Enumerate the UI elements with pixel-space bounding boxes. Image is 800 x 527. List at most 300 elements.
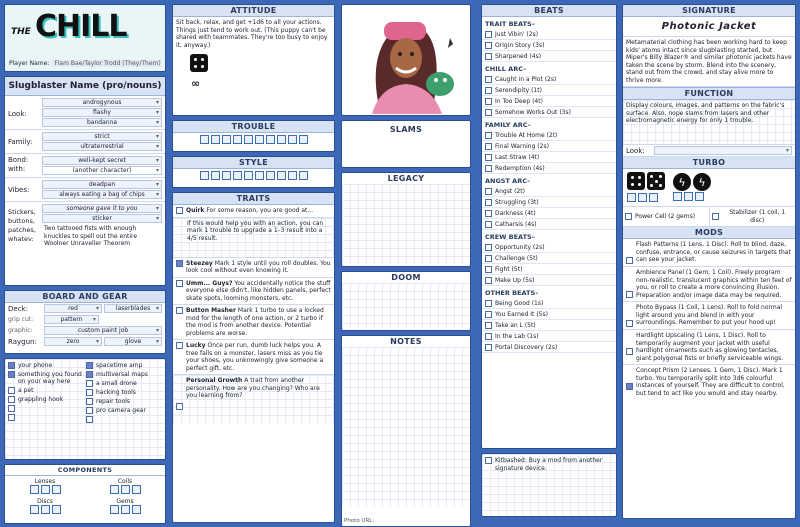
portrait-column [341,4,471,523]
beat-label: Make Up (5s) [495,276,535,284]
coil-box[interactable] [121,485,130,494]
trait-checkbox[interactable] [176,207,183,214]
beat-checkbox[interactable] [485,31,492,38]
beats-column [481,4,617,523]
deck-row [5,303,165,314]
style-box[interactable] [233,171,242,180]
gear-checkbox[interactable] [86,416,93,423]
beat-label: Darkness (4t) [495,209,536,217]
beat-checkbox[interactable] [485,154,492,161]
die-icon [190,54,208,72]
turbo-box[interactable] [638,193,647,202]
signature-device-name: Photonic Jacket [623,17,795,37]
beats-panel [481,4,617,449]
gear-label: multiversal maps [96,371,148,378]
family-select-2[interactable]: ultraterrestrial ▾ [42,142,162,151]
beat-label: Sharpened (4s) [495,52,542,60]
deck-type-select[interactable]: laserblades ▾ [104,304,162,313]
style-box[interactable] [200,171,209,180]
gear-checkbox[interactable] [8,396,15,403]
beat-group-title: OTHER BEATS– [485,289,539,297]
gear-right-list [86,362,162,456]
slugblaster-name-input[interactable]: Slugblaster Name (pro/nouns) [5,77,165,96]
title-block [4,4,166,72]
beat-item[interactable] [482,141,616,152]
gear-item[interactable] [86,362,162,369]
turbo-box[interactable] [684,192,693,201]
beat-label: Catharsis (4s) [495,220,537,228]
trait-checkbox[interactable] [176,307,183,314]
function-header: FUNCTION [623,87,795,100]
look-label: Look: [8,110,27,118]
beat-checkbox[interactable] [485,76,492,83]
beat-item[interactable] [482,96,616,107]
beat-item[interactable] [482,320,616,331]
beat-label: Fight (5t) [495,265,523,273]
gear-checkbox[interactable] [8,405,15,412]
style-box[interactable] [299,171,308,180]
gear-label: your phone [18,362,53,369]
beat-label: Last Straw (4t) [495,153,540,161]
vibes-select-1[interactable]: deadpan ▾ [42,180,162,189]
gear-checkbox[interactable] [8,414,15,421]
beat-checkbox[interactable] [485,98,492,105]
gear-checkbox[interactable] [86,407,93,414]
beat-checkbox[interactable] [485,188,492,195]
legacy-panel [341,172,471,267]
beat-item[interactable] [482,74,616,85]
board-gear-header: BOARD AND GEAR [5,291,165,303]
look-select-3[interactable]: bandanna ▾ [42,118,162,127]
gem-box[interactable] [132,505,141,514]
disc-box[interactable] [41,505,50,514]
gear-checkbox[interactable] [8,387,15,394]
style-panel [172,156,335,188]
trait-checkbox[interactable] [176,342,183,349]
mod-checkbox[interactable] [626,383,633,390]
lightning-icon: ϟ [673,173,691,191]
beat-checkbox[interactable] [485,42,492,49]
trait-lucky[interactable] [173,340,334,375]
coils-label: Coils [117,478,133,485]
die-icon [627,172,645,190]
beat-label: Redemption (4s) [495,164,545,172]
trouble-box[interactable] [266,135,275,144]
deck-label: Deck: [8,304,28,313]
gear-checkbox[interactable] [86,380,93,387]
traits-header: TRAITS [173,193,334,205]
legacy-header: LEGACY [342,173,470,184]
grip-row [5,314,165,325]
gear-checkbox[interactable] [86,398,93,405]
stickers-select-1[interactable]: someone gave it to you ▾ [42,204,162,213]
trait-checkbox[interactable] [176,403,183,410]
mod-photo-bypass[interactable] [623,302,795,330]
mod-hardlight-upscaling[interactable] [623,330,795,365]
gem-box[interactable] [110,505,119,514]
raygun-type-select[interactable]: zero ▾ [44,337,102,346]
gear-label: pro camera gear [96,407,146,414]
gear-checkbox[interactable] [8,371,15,378]
disc-box[interactable] [30,505,39,514]
trait-checkbox[interactable] [176,260,183,267]
gear-item[interactable] [8,387,84,394]
grip-label: grip cut: [8,316,34,323]
beat-checkbox[interactable] [485,266,492,273]
stickers-select-2[interactable]: sticker ▾ [42,214,162,223]
beat-item[interactable] [482,298,616,309]
beat-item[interactable] [482,331,616,342]
beat-group-title: CREW BEATS– [485,233,535,241]
beat-item[interactable] [482,130,616,141]
style-box[interactable] [222,171,231,180]
beat-label: In the Lab (1s) [495,332,539,340]
coil-box[interactable] [110,485,119,494]
gear-checkbox[interactable] [86,389,93,396]
components-panel [4,464,166,524]
doom-panel [341,271,471,331]
lens-box[interactable] [41,485,50,494]
gear-item[interactable] [8,362,84,369]
style-box[interactable] [211,171,220,180]
vibes-row [5,178,165,202]
style-box[interactable] [266,171,275,180]
beat-item[interactable] [482,309,616,320]
trouble-box[interactable] [288,135,297,144]
turbo-box[interactable] [649,193,658,202]
stickers-text[interactable]: Two tattooed fists with enough knuckles to spell out the entire Woolner Unraveller Theorem [44,225,138,247]
style-header: STYLE [173,157,334,169]
beat-group-title: CHILL ARC– [485,65,527,73]
beat-item[interactable] [482,197,616,208]
gear-item[interactable] [86,371,162,378]
trouble-box[interactable] [244,135,253,144]
beat-item[interactable] [482,275,616,286]
gear-item[interactable] [8,414,84,421]
kitbashed-panel [481,453,617,517]
device-look-select[interactable] [654,146,792,155]
title-prefix: THE [11,27,31,37]
beat-label: Somehow Works Out (3s) [495,108,571,116]
power-cell-upgrade[interactable] [623,207,710,226]
beat-item[interactable] [482,40,616,51]
gear-left-list [8,362,84,456]
beat-item[interactable] [482,208,616,219]
gear-label: grappling hook [18,396,64,403]
family-select-1[interactable]: strict ▾ [42,132,162,141]
signature-header: SIGNATURE [623,5,795,17]
trait-name: Steezey [186,259,213,267]
trait-quirk[interactable] [173,205,334,218]
beat-checkbox[interactable] [485,333,492,340]
device-look-row [623,144,795,157]
mod-concept-prism[interactable] [623,365,795,399]
beat-checkbox[interactable] [485,277,492,284]
mod-checkbox[interactable] [626,348,633,355]
gems-label: Gems [116,498,134,505]
beat-item[interactable] [482,85,616,96]
gear-label: something you found on your way here [18,371,82,385]
gear-item[interactable] [86,407,162,414]
family-row [5,130,165,154]
trait-text: A trait from another personality. How are you changing? Who are you learning from? [186,377,320,399]
beat-group-title: FAMILY ARC– [485,121,531,129]
device-look-label: Look: [626,146,645,155]
grip-select[interactable]: pattern ▾ [44,315,99,324]
trait-text: Mark 1 style until you roll doubles. You look cool without even knowing it. [186,259,331,274]
portrait-image [350,6,462,114]
beat-item[interactable] [482,51,616,62]
beat-label: You Earned It (5s) [495,310,548,318]
beat-item[interactable] [482,253,616,264]
mod-text: Concept Prism (2 Lenses, 1 Gem, 1 Disc). Mark 1 turbo. You temporarily split into 3d6 colourful instances of yourself. They are difficult to control, but tend to act like you would and stay nearby. [636,367,785,397]
beat-item[interactable] [482,342,616,353]
look-select-1[interactable]: androgynous ▾ [42,98,162,107]
bond-row [5,154,165,178]
trait-steezey[interactable] [173,258,334,278]
turbo-header: TURBO [623,157,795,169]
trouble-header: TROUBLE [173,121,334,133]
beat-label: Being Good (1s) [495,299,544,307]
mod-flash-patterns[interactable] [623,239,795,267]
deck-color-select[interactable]: red ▾ [44,304,102,313]
slams-panel [341,120,471,168]
mod-text: Flash Patterns (1 Lens, 1 Disc). Roll to blind, daze, confuse, entrance, or cause seizures in targets that can see your jacket. [636,241,791,263]
mod-ambience-panel[interactable] [623,267,795,302]
beat-label: Challenge (5t) [495,254,538,262]
bond-select[interactable]: well-kept secret ▾ [42,156,162,165]
vibes-select-2[interactable]: always eating a bag of chips ▾ [42,190,162,199]
trait-name: Personal Growth [186,377,243,384]
trouble-box[interactable] [233,135,242,144]
style-box[interactable] [277,171,286,180]
beats-list [482,17,616,353]
style-box[interactable] [255,171,264,180]
trait-text: If this would help you with an action, you can mark 1 trouble to upgrade a 1–3 result into a 4/5 result. [187,219,324,242]
components-header: COMPONENTS [5,465,165,476]
trouble-track [173,133,334,146]
notes-panel [341,335,471,527]
beat-label: Final Warning (2s) [495,142,549,150]
gear-item[interactable] [86,416,162,423]
doom-header: DOOM [342,272,470,283]
power-cell-label: Power Cell (2 gems) [635,212,696,220]
notes-field[interactable] [342,347,470,507]
trouble-box[interactable] [299,135,308,144]
beat-item[interactable] [482,107,616,118]
beat-group-title: TRAIT BEATS– [485,20,535,28]
beat-checkbox[interactable] [485,143,492,150]
beat-checkbox[interactable] [485,132,492,139]
character-portrait[interactable] [341,4,471,116]
graphic-label: graphic: [8,327,33,334]
trait-name: Quirk [186,207,205,214]
gear-label: a pet [18,387,34,394]
gear-label: spacetime amp [96,362,143,369]
trait-name: Umm... Guys? [186,279,233,287]
beat-group-title: ANGST ARC– [485,177,531,185]
mod-checkbox[interactable] [626,257,633,264]
beat-label: Take an L (5t) [495,321,536,329]
beat-checkbox[interactable] [485,344,492,351]
lens-box[interactable] [30,485,39,494]
trait-text: Mark 1 turbo to use a locked mod for the length of one action, or 2 turbo if the mod is from another device. Potential problems are worse. [186,307,324,337]
trait-umm-guys[interactable] [173,278,334,306]
raygun-label: Raygun: [8,337,37,346]
raygun-mount-select[interactable]: glove ▾ [104,337,162,346]
trait-personal-growth[interactable] [173,375,334,423]
trait-quirk-detail [173,218,334,258]
beat-checkbox[interactable] [485,165,492,172]
mod-text: Photo Bypass (1 Coil, 1 Lens). Roll to fold normal light around you and blend in with your surroundings. Remember to put your hood up! [636,304,783,326]
style-box[interactable] [244,171,253,180]
graphic-select[interactable]: custom paint job ▾ [44,326,162,335]
notes-header: NOTES [342,336,470,347]
player-name-row [9,60,161,67]
mod-checkbox[interactable] [626,320,633,327]
game-title: CHILL [35,9,127,44]
trait-button-masher[interactable] [173,305,334,340]
trouble-box[interactable] [211,135,220,144]
gear-item[interactable] [86,398,162,405]
coil-box[interactable] [132,485,141,494]
mod-text: Hardlight Upscaling (1 Lens, 1 Disc). Roll to temporarily augment your jacket with useful hardlight ornaments such as glowing tentacles, giant polygonal fists or briefly serviceable wings. [636,332,784,362]
beat-label: Angst (2t) [495,187,525,195]
look-row [5,96,165,130]
gear-panel [4,358,166,460]
player-name-input[interactable]: Flam Bae/Taylor Trodd (They/Them) [54,60,161,67]
beat-checkbox[interactable] [485,322,492,329]
beat-item[interactable] [482,219,616,230]
slams-header: SLAMS [342,121,470,135]
trouble-box[interactable] [200,135,209,144]
turbo-box[interactable] [673,192,682,201]
beat-checkbox[interactable] [485,109,492,116]
mods-header: MODS [623,227,795,239]
die-icon [647,172,665,190]
gear-item[interactable] [8,405,84,412]
bond-with-field[interactable]: (another character) ▾ [42,166,162,175]
upgrades-row [623,206,795,227]
bond-label: Bond: with: [8,156,29,173]
beat-item[interactable] [482,163,616,174]
trait-name: Button Masher [186,307,236,314]
mod-text: Ambience Panel (1 Gem, 1 Coil). Freely program non-realistic, translucent graphics within ten feet of you, or roll to create a more convincing illusion. Preparation and/or image data may be required. [636,269,792,299]
discs-label: Discs [37,498,53,505]
trouble-box[interactable] [222,135,231,144]
trait-name: Lucky [186,342,206,349]
gear-item[interactable] [86,380,162,387]
infinity-icon: ∞ [191,77,201,90]
raygun-row [5,336,165,347]
photo-url-label: Photo URL: [344,518,375,524]
lenses-label: Lenses [34,478,56,485]
lens-box[interactable] [52,485,61,494]
vibes-label: Vibes: [8,186,30,194]
signature-panel [622,4,796,519]
beat-label: Origin Story (3s) [495,41,545,49]
beat-checkbox[interactable] [485,300,492,307]
turbo-box[interactable] [627,193,636,202]
family-label: Family: [8,138,33,146]
beat-checkbox[interactable] [485,87,492,94]
gear-item[interactable] [8,396,84,403]
beat-label: Trouble At Home (2t) [495,131,558,139]
beat-checkbox[interactable] [485,199,492,206]
style-box[interactable] [288,171,297,180]
beats-header: BEATS [482,5,616,17]
gear-item[interactable] [8,371,84,385]
legacy-field[interactable] [342,184,470,264]
kitbashed-checkbox[interactable] [485,457,492,464]
gear-label: hacking tools [96,389,136,396]
turbo-box[interactable] [695,192,704,201]
doom-field[interactable] [342,283,470,329]
beat-label: Portal Discovery (2s) [495,343,558,351]
trouble-box[interactable] [255,135,264,144]
gear-checkbox[interactable] [86,362,93,369]
trait-text: Once per run, dumb luck helps you. A tree falls on a monster, lasers miss as you tie your shoes, you unknowingly give someone a perfect gift, etc. [186,342,324,372]
beat-label: Struggling (3t) [495,198,539,206]
trait-text: For some reason, you are good at... [206,207,314,214]
mod-checkbox[interactable] [626,291,633,298]
left-column [4,4,166,523]
beat-checkbox[interactable] [485,210,492,217]
signature-column [622,4,796,523]
beat-checkbox[interactable] [485,53,492,60]
turbo-icons [623,169,795,206]
gear-checkbox[interactable] [8,362,15,369]
beat-label: Just Vibin' (2s) [495,30,539,38]
beat-item[interactable] [482,264,616,275]
traits-panel [172,192,335,523]
signature-description: Metamaterial clothing has been working hard to keep kids' atoms intact since slugblasting started, but Miper's Billy Blazer® and similar photonic jackets have taken the scene by storm. Blend into the scenery, stand out from the crowd, and stay alive more to thrive more. [623,37,795,87]
trouble-box[interactable] [277,135,286,144]
function-text: Display colours, images, and patterns on the fabric's surface. Also, nope slams from lasers and other electromagnetic energy for only 1 trouble. [623,100,795,144]
beat-item[interactable] [482,242,616,253]
stickers-label: Stickers, buttons, patches, whatev: [8,208,36,243]
beat-checkbox[interactable] [485,244,492,251]
power-cell-checkbox[interactable] [625,213,632,220]
stabilizer-checkbox[interactable] [712,213,719,220]
beat-label: In Too Deep (4t) [495,97,543,105]
gear-item[interactable] [86,389,162,396]
beat-checkbox[interactable] [485,311,492,318]
gear-label: a small drone [96,380,137,387]
kitbashed-item[interactable] [485,457,613,472]
disc-box[interactable] [52,505,61,514]
stabilizer-upgrade[interactable] [710,207,796,226]
trait-checkbox[interactable] [176,280,183,287]
beat-label: Opportunity (2s) [495,243,545,251]
look-select-2[interactable]: flashy ▾ [42,108,162,117]
trouble-panel [172,120,335,152]
gear-label: repair tools [96,398,131,405]
beat-item[interactable] [482,152,616,163]
attitude-text: Sit back, relax, and get +1d6 to all your actions. Things just tend to work out. (This puppy can't be shared with teammates. They're too busy to enjoy it, anyway.) [176,19,328,49]
beat-checkbox[interactable] [485,255,492,262]
beat-item[interactable] [482,186,616,197]
attitude-column [172,4,335,523]
stabilizer-label: Stabilizer (1 coil, 1 disc) [729,209,786,224]
beat-label: Caught in a Plot (2s) [495,75,557,83]
beat-item[interactable] [482,29,616,40]
kitbashed-text: Kitbashed: Buy a mod from another signature device. [495,457,603,472]
gem-box[interactable] [121,505,130,514]
beat-checkbox[interactable] [485,221,492,228]
gear-checkbox[interactable] [86,371,93,378]
attitude-header: ATTITUDE [173,5,334,17]
